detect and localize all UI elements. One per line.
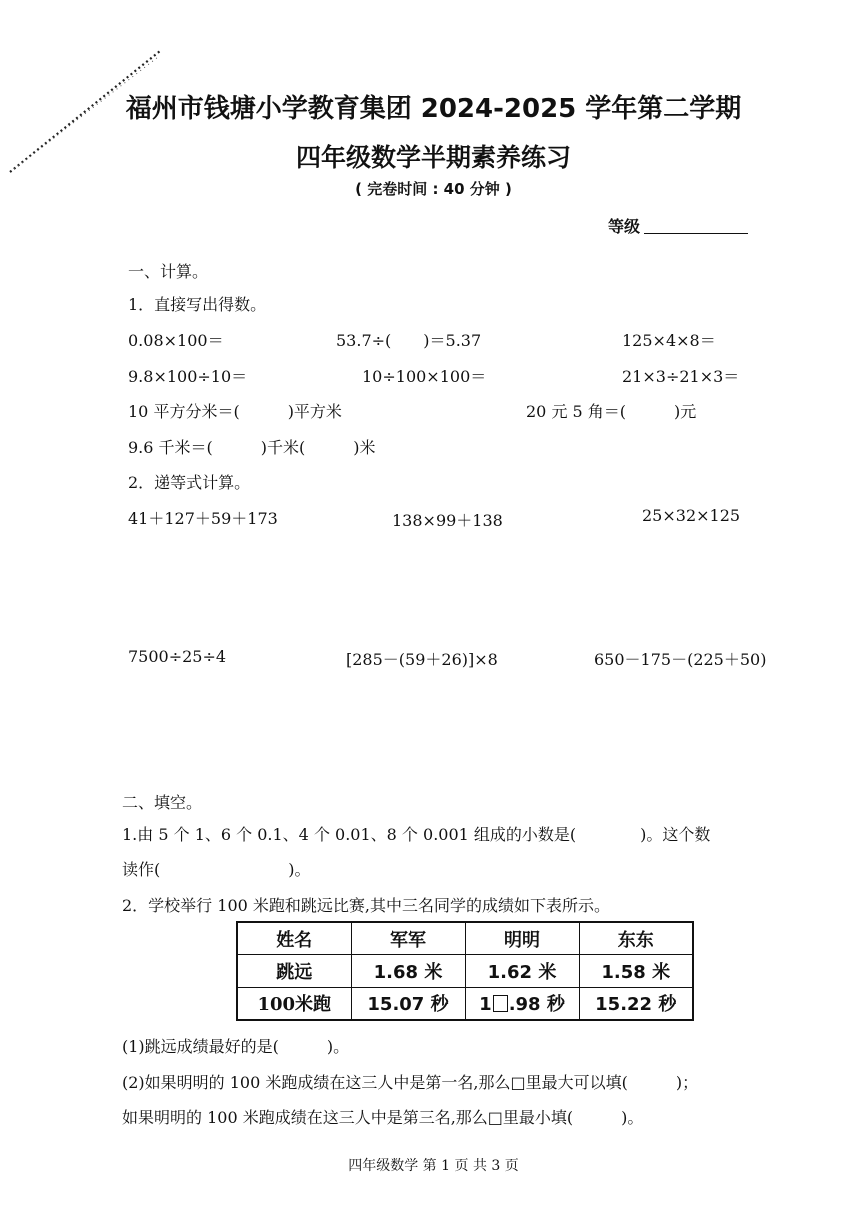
title-line-1: 福州市钱塘小学教育集团 2024-2025 学年第二学期 [125,94,742,124]
table-cell: 1.62 米 [465,955,579,987]
q1-item[interactable]: 10÷100×100＝ [362,367,487,386]
q1-item[interactable]: 9.6 千米＝( )千米( )米 [128,438,376,457]
s2-sub2-line1[interactable]: (2)如果明明的 100 米跑成绩在这三人中是第一名,那么□里最大可以填( )； [122,1073,699,1092]
q1-item[interactable]: 125×4×8＝ [622,331,716,350]
s2-sub2-line2[interactable]: 如果明明的 100 米跑成绩在这三人中是第三名,那么□里最小填( )。 [122,1108,644,1127]
table-header-cell: 东东 [579,922,693,955]
table-header-cell: 军军 [351,922,465,955]
q2-item[interactable]: [285－(59＋26)]×8 [346,650,498,669]
table-cell: 跳远 [237,955,351,987]
grade-blank[interactable] [644,233,748,234]
table-cell: 15.07 秒 [351,987,465,1020]
table-cell: 1.68 米 [351,955,465,987]
q1-item[interactable]: 53.7÷( )＝5.37 [336,331,482,350]
q2-item[interactable]: 41＋127＋59＋173 [128,509,278,528]
table-cell-with-box[interactable] [465,987,579,1020]
table-cell: 15.22 秒 [579,987,693,1020]
blank-square[interactable] [493,995,508,1012]
s2-q2-label: 2．学校举行 100 米跑和跳远比赛,其中三名同学的成绩如下表所示。 [122,896,610,915]
q1-item[interactable]: 0.08×100＝ [128,331,224,350]
s2-sub1[interactable]: (1)跳远成绩最好的是( )。 [122,1037,350,1056]
section2-heading: 二、填空。 [122,793,203,812]
s2-q1-line2[interactable]: 读作( )。 [122,860,311,879]
table-header-cell: 明明 [465,922,579,955]
time-note: ( 完卷时间 : 40 分钟 ) [355,180,512,198]
page-footer: 四年级数学 第 1 页 共 3 页 [348,1158,519,1174]
grade-label: 等级 [608,217,641,236]
table-row [237,955,693,987]
table-header-cell: 姓名 [237,922,351,955]
s2-q1-line1[interactable]: 1.由 5 个 1、6 个 0.1、4 个 0.01、8 个 0.001 组成的小数是( )。这个数 [122,825,711,844]
section1-heading: 一、计算。 [128,262,209,281]
q1-item[interactable]: 20 元 5 角＝( )元 [526,402,697,421]
table-header-row [237,922,693,955]
q1-item[interactable]: 21×3÷21×3＝ [622,367,740,386]
q2-label: 2．递等式计算。 [128,473,251,492]
q2-item[interactable]: 7500÷25÷4 [128,647,227,666]
table-row [237,987,693,1020]
table-cell: 100米跑 [237,987,351,1020]
q2-item[interactable]: 138×99＋138 [392,511,503,530]
score-table [236,921,694,1021]
time-suffix: .98 秒 [508,994,565,1016]
title-line-2: 四年级数学半期素养练习 [295,143,571,172]
q1-item[interactable]: 9.8×100÷10＝ [128,367,248,386]
q2-item[interactable]: 25×32×125 [642,506,741,525]
table-cell: 1.58 米 [579,955,693,987]
q2-item[interactable]: 650－175－(225＋50) [594,650,767,669]
q1-item[interactable]: 10 平方分米＝( )平方米 [128,402,342,421]
time-prefix: 1 [479,994,492,1016]
q1-label: 1．直接写出得数。 [128,295,267,314]
